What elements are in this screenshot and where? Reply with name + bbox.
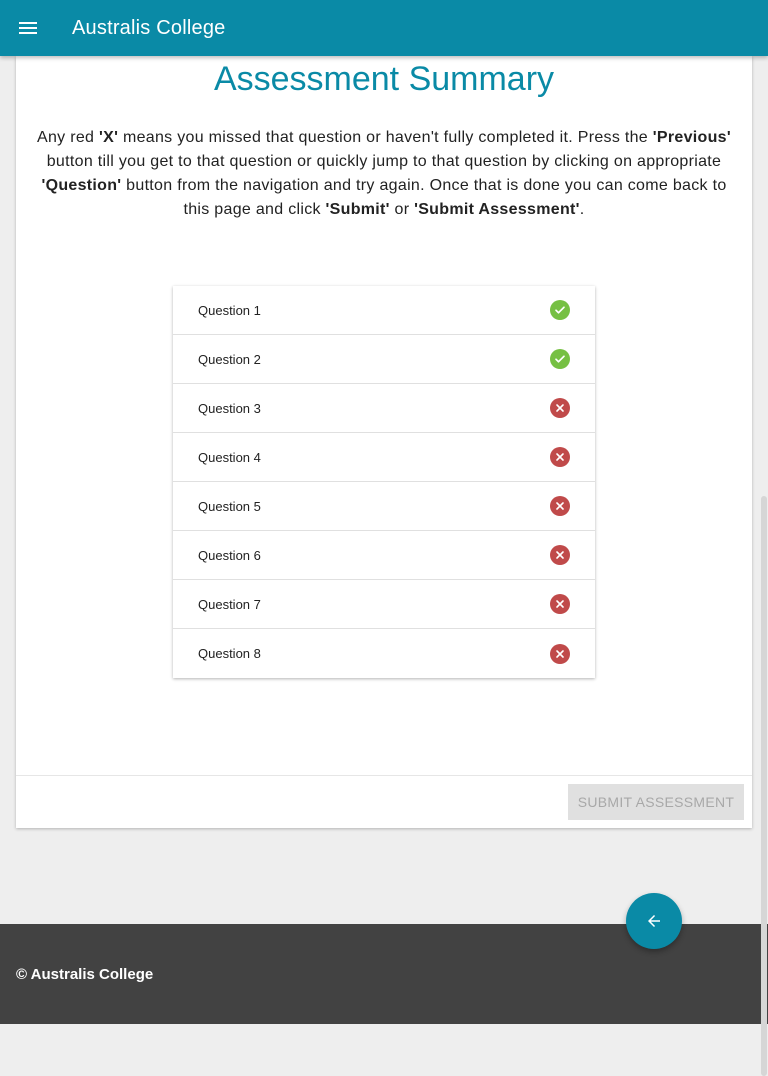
instruction-segment: means you missed that question or haven't fully completed it. Press the: [118, 129, 653, 146]
hamburger-icon: [19, 22, 37, 34]
instruction-emphasis: 'Submit Assessment': [414, 201, 580, 218]
question-row-5[interactable]: [173, 482, 595, 531]
question-row-7[interactable]: [173, 580, 595, 629]
x-circle-icon: [550, 644, 570, 664]
question-label: Question 5: [198, 498, 261, 514]
copyright-text: © Australis College: [16, 966, 154, 983]
question-row-2[interactable]: [173, 335, 595, 384]
back-button[interactable]: [626, 893, 682, 949]
instruction-segment: button from the navigation and try again. Once that is done you can come back to this page and click: [121, 177, 727, 218]
question-label: Question 3: [198, 400, 261, 416]
card-actions: [16, 775, 752, 828]
scrollbar[interactable]: [760, 56, 768, 1024]
x-circle-icon: [550, 545, 570, 565]
question-row-6[interactable]: [173, 531, 595, 580]
x-circle-icon: [550, 496, 570, 516]
x-circle-icon: [550, 447, 570, 467]
question-row-4[interactable]: [173, 433, 595, 482]
question-row-1[interactable]: [173, 286, 595, 335]
menu-button[interactable]: [0, 0, 56, 56]
instruction-segment: button till you get to that question or quickly jump to that question by clicking on appropriate: [46, 153, 722, 170]
summary-card: [16, 56, 752, 828]
page-title: Assessment Summary: [213, 60, 555, 98]
question-label: Question 1: [198, 302, 261, 318]
instructions-text: [32, 126, 736, 222]
question-label: Question 4: [198, 449, 261, 465]
instruction-segment: Any red: [37, 129, 100, 146]
scrollbar-thumb[interactable]: [761, 496, 767, 1076]
app-bar: [0, 0, 768, 56]
instruction-segment: .: [579, 201, 585, 218]
question-row-8[interactable]: [173, 629, 595, 678]
question-label: Question 8: [198, 646, 261, 661]
arrow-left-icon: [645, 912, 663, 930]
instruction-emphasis: 'Submit': [325, 201, 390, 218]
check-circle-icon: [550, 349, 570, 369]
check-circle-icon: [550, 300, 570, 320]
instruction-emphasis: 'Question': [41, 177, 122, 194]
x-circle-icon: [550, 398, 570, 418]
x-circle-icon: [550, 594, 570, 614]
question-label: Question 2: [198, 351, 261, 367]
question-label: Question 7: [198, 596, 261, 612]
instruction-emphasis: 'X': [99, 129, 119, 146]
question-label: Question 6: [198, 547, 261, 563]
question-row-3[interactable]: [173, 384, 595, 433]
app-title: Australis College: [72, 16, 226, 39]
instruction-emphasis: 'Previous': [652, 129, 731, 146]
instruction-segment: or: [389, 201, 415, 218]
question-list: [173, 286, 595, 678]
submit-assessment-button[interactable]: SUBMIT ASSESSMENT: [568, 784, 744, 820]
